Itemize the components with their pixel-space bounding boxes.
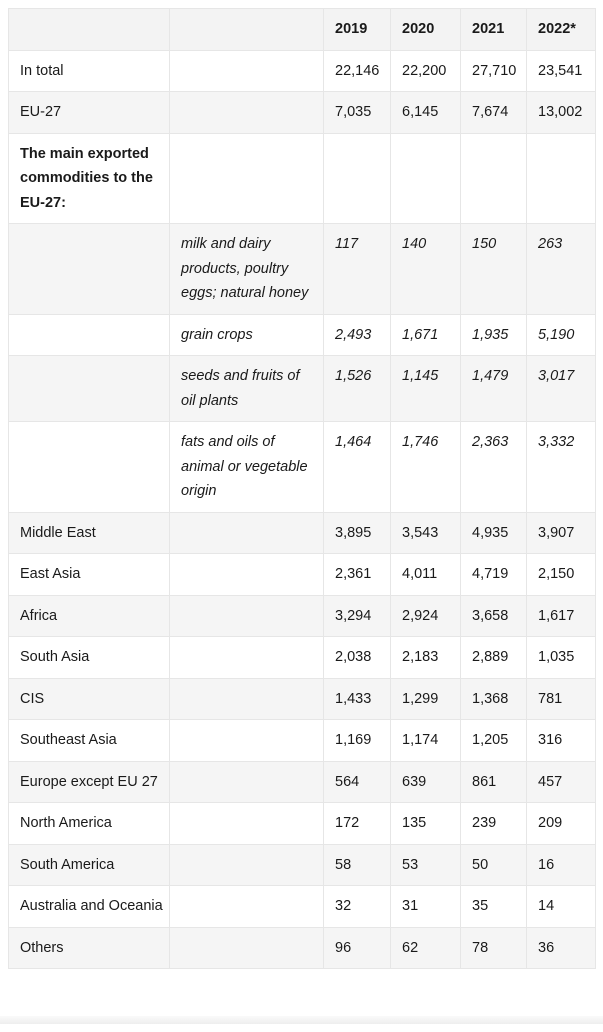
year-header: 2022* [527,9,596,51]
value-cell: 1,174 [391,720,461,762]
table-row [9,50,596,92]
table-row [9,133,596,224]
table-row [9,92,596,134]
value-cell: 140 [391,224,461,315]
value-cell: 4,935 [461,512,527,554]
value-cell: 239 [461,803,527,845]
value-cell: 2,038 [324,637,391,679]
table-row [9,512,596,554]
value-cell: 1,526 [324,356,391,422]
value-cell: 22,200 [391,50,461,92]
value-cell [324,133,391,224]
region-label: East Asia [9,554,170,596]
commodity-label [170,637,324,679]
region-label [9,314,170,356]
header-blank-cell [170,9,324,51]
value-cell: 58 [324,844,391,886]
table-row [9,720,596,762]
value-cell: 4,011 [391,554,461,596]
value-cell: 2,363 [461,422,527,513]
region-label: Europe except EU 27 [9,761,170,803]
value-cell: 1,368 [461,678,527,720]
value-cell: 5,190 [527,314,596,356]
value-cell: 7,674 [461,92,527,134]
value-cell: 781 [527,678,596,720]
region-label: Africa [9,595,170,637]
region-label [9,422,170,513]
header-blank-cell [9,9,170,51]
value-cell: 36 [527,927,596,969]
value-cell: 564 [324,761,391,803]
commodity-label [170,92,324,134]
value-cell: 62 [391,927,461,969]
table-row [9,844,596,886]
header-row [9,9,596,51]
value-cell: 4,719 [461,554,527,596]
table-row [9,356,596,422]
value-cell: 1,035 [527,637,596,679]
commodity-label: milk and dairy products, poultry eggs; natural honey [170,224,324,315]
region-label: Australia and Oceania [9,886,170,928]
value-cell [391,133,461,224]
value-cell: 2,889 [461,637,527,679]
value-cell: 2,924 [391,595,461,637]
table-row [9,761,596,803]
value-cell [527,133,596,224]
bottom-edge [0,1016,603,1024]
value-cell: 209 [527,803,596,845]
value-cell: 1,169 [324,720,391,762]
value-cell: 7,035 [324,92,391,134]
table-row [9,637,596,679]
table-row [9,886,596,928]
region-label: In total [9,50,170,92]
value-cell: 2,183 [391,637,461,679]
region-label: The main exported commodities to the EU-27: [9,133,170,224]
region-label: EU-27 [9,92,170,134]
commodity-label: grain crops [170,314,324,356]
table-row [9,554,596,596]
region-label [9,224,170,315]
value-cell: 6,145 [391,92,461,134]
region-label: Others [9,927,170,969]
value-cell: 861 [461,761,527,803]
value-cell: 135 [391,803,461,845]
value-cell: 3,017 [527,356,596,422]
value-cell: 1,433 [324,678,391,720]
value-cell: 1,205 [461,720,527,762]
commodity-label [170,927,324,969]
value-cell: 3,907 [527,512,596,554]
commodity-label [170,678,324,720]
value-cell: 1,746 [391,422,461,513]
value-cell: 22,146 [324,50,391,92]
table-row [9,314,596,356]
table-row [9,422,596,513]
table-row [9,224,596,315]
value-cell: 150 [461,224,527,315]
value-cell: 172 [324,803,391,845]
value-cell: 1,671 [391,314,461,356]
commodity-label [170,761,324,803]
value-cell: 32 [324,886,391,928]
region-label [9,356,170,422]
value-cell: 457 [527,761,596,803]
value-cell: 2,361 [324,554,391,596]
value-cell: 1,464 [324,422,391,513]
table-row [9,678,596,720]
value-cell: 31 [391,886,461,928]
region-label: CIS [9,678,170,720]
commodity-label [170,512,324,554]
region-label: Middle East [9,512,170,554]
commodity-label [170,50,324,92]
value-cell: 2,150 [527,554,596,596]
value-cell: 3,895 [324,512,391,554]
commodity-label [170,595,324,637]
region-label: Southeast Asia [9,720,170,762]
table-row [9,927,596,969]
value-cell: 1,935 [461,314,527,356]
value-cell: 117 [324,224,391,315]
value-cell: 1,479 [461,356,527,422]
commodity-label [170,133,324,224]
value-cell: 78 [461,927,527,969]
year-header: 2020 [391,9,461,51]
value-cell: 2,493 [324,314,391,356]
commodity-label [170,803,324,845]
value-cell: 23,541 [527,50,596,92]
commodity-label [170,720,324,762]
commodity-label [170,844,324,886]
region-label: South America [9,844,170,886]
value-cell: 1,299 [391,678,461,720]
value-cell: 639 [391,761,461,803]
commodity-label: fats and oils of animal or vegetable origin [170,422,324,513]
value-cell [461,133,527,224]
table-row [9,803,596,845]
export-table [8,8,596,969]
value-cell: 3,543 [391,512,461,554]
value-cell: 13,002 [527,92,596,134]
region-label: North America [9,803,170,845]
value-cell: 16 [527,844,596,886]
year-header: 2021 [461,9,527,51]
value-cell: 316 [527,720,596,762]
value-cell: 35 [461,886,527,928]
value-cell: 96 [324,927,391,969]
commodity-label: seeds and fruits of oil plants [170,356,324,422]
value-cell: 14 [527,886,596,928]
region-label: South Asia [9,637,170,679]
value-cell: 263 [527,224,596,315]
commodity-label [170,554,324,596]
value-cell: 27,710 [461,50,527,92]
value-cell: 1,145 [391,356,461,422]
table-row [9,595,596,637]
year-header: 2019 [324,9,391,51]
value-cell: 3,658 [461,595,527,637]
value-cell: 50 [461,844,527,886]
value-cell: 1,617 [527,595,596,637]
commodity-label [170,886,324,928]
value-cell: 53 [391,844,461,886]
value-cell: 3,294 [324,595,391,637]
value-cell: 3,332 [527,422,596,513]
